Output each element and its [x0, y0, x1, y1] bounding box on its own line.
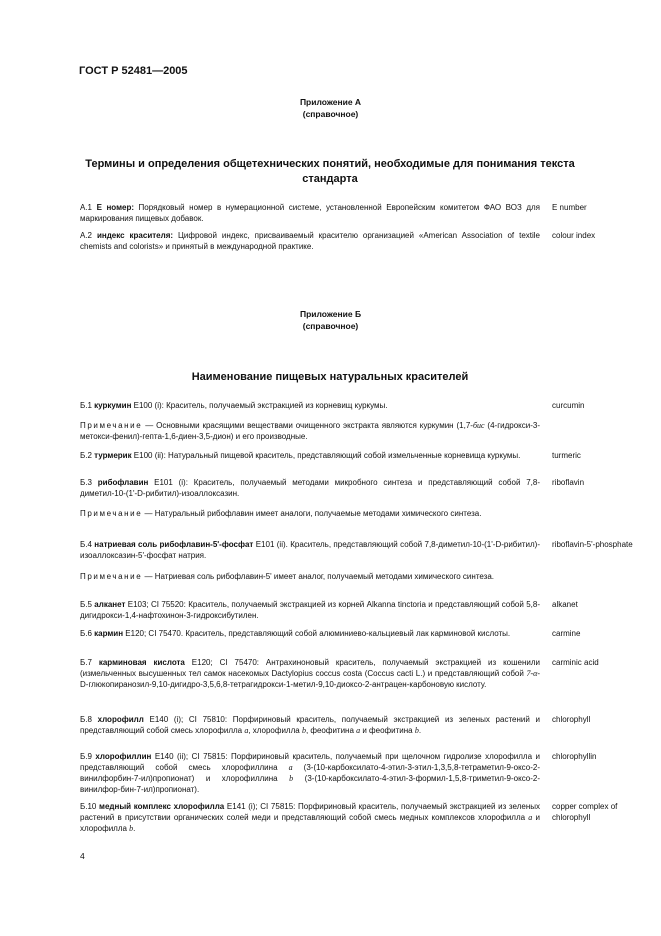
entry-b5: [80, 599, 540, 621]
entry-number: А.2: [80, 231, 93, 240]
entry-b1-english: curcumin: [552, 401, 585, 410]
entry-number: Б.7: [80, 658, 92, 667]
page-number: 4: [80, 851, 85, 861]
entry-term: медный комплекс хлорофилла: [99, 802, 225, 811]
entry-italic: b: [301, 726, 306, 735]
entry-b8: [80, 714, 540, 736]
entry-definition: Е141 (i); CI 75815: Порфириновый краситель, получаемый экстракцией из зеленых растений в присутствии органических солей меди и представляющий собой смесь медных комплексов хлорофилла: [80, 802, 540, 822]
entry-number: Б.4: [80, 540, 92, 549]
appendix-b-label: Приложение Б: [299, 309, 362, 319]
entry-definition-cont: -D-глюкопиранозил-9,10-дигидро-3,5,6,8-тетрагидрокси-1-метил-9,10-диоксо-2-антрацен-карбоновую кислоту.: [80, 669, 540, 689]
entry-b9-english: chlorophyllin: [552, 752, 597, 761]
entry-b10: [80, 801, 540, 834]
entry-term: индекс красителя:: [96, 231, 174, 240]
entry-term: карминовая кислота: [98, 658, 185, 667]
entry-b7-english: carminic acid: [552, 658, 599, 667]
note-text: — Натриевая соль рибофлавин-5' имеет аналог, получаемый методами химического синтеза.: [142, 572, 494, 581]
note-text: — Основными красящими веществами очищенного экстракта являются куркумин (1,7-: [142, 421, 473, 430]
entry-b1: [80, 400, 540, 411]
document-header: ГОСТ Р 52481—2005: [79, 65, 188, 77]
entry-number: Б.5: [80, 600, 92, 609]
entry-number: Б.8: [80, 715, 92, 724]
appendix-a-label: Приложение А: [299, 97, 362, 107]
entry-definition: Порядковый номер в нумерационной системе, установленной Европейским комитетом ФАО ВОЗ для маркирования пищевых добавок.: [80, 203, 541, 223]
note-label: Примечание: [80, 421, 143, 430]
note-b4: [80, 571, 540, 582]
entry-definition: Е100 (ii): Натуральный пищевой краситель, представляющий собой измельченные корневища куркумы.: [131, 451, 521, 460]
entry-definition: Е140 (i); CI 75810: Порфириновый краситель, получаемый экстракцией из зеленых растений и представляющий собой смесь хлорофилла: [80, 715, 540, 735]
entry-italic: а: [356, 726, 361, 735]
entry-b2: [80, 450, 540, 461]
note-b1: [80, 420, 540, 442]
entry-b6: [80, 628, 540, 639]
entry-italic: а: [528, 813, 533, 822]
entry-b10-english: copper complex of chlorophyll: [552, 802, 618, 822]
entry-b6-english: carmine: [552, 629, 581, 638]
entry-term: куркумин: [94, 401, 132, 410]
entry-term: Е номер:: [96, 203, 134, 212]
appendix-b-type: (справочное): [302, 321, 359, 331]
entry-italic: а: [288, 763, 293, 772]
entry-italic: b: [129, 824, 134, 833]
entry-definition-cont: , хлорофилла: [248, 726, 302, 735]
entry-italic: b: [414, 726, 419, 735]
entry-b5-english: alkanet: [552, 600, 578, 609]
entry-definition-cont: .: [418, 726, 422, 735]
entry-definition: Е101 (ii). Краситель, представляющий собой 7,8-диметил-10-(1'-D-рибитил)-изоаллоксазин-5'-фосфат натрия.: [80, 540, 540, 560]
entry-term: кармин: [94, 629, 124, 638]
entry-term: алканет: [94, 600, 126, 609]
appendix-a-type: (справочное): [302, 109, 359, 119]
entry-definition-cont: и хлорофилла: [80, 813, 540, 833]
entry-a2-english: colour index: [552, 231, 596, 240]
note-text-cont: (4-гидрокси-3-метокси-фенил)-гепта-1,6-диен-3,5-дион) и его производные.: [80, 421, 540, 441]
entry-definition-cont: (3-(10-карбоксилато-4-этил-3-этил-1,3,5,8-тетраметил-9-оксо-2-винилфорбин-7-ил)пропионат) и хлорофиллина: [80, 763, 540, 783]
entry-number: Б.2: [80, 451, 92, 460]
entry-b3: [80, 477, 540, 499]
entry-b2-english: turmeric: [552, 451, 581, 460]
entry-definition-cont: (3-(10-карбоксилато-4-этил-3-формил-1,5,8-триметил-9-оксо-2-винилфор-бин-7-ил)пропионат).: [80, 774, 541, 794]
entry-term: турмерик: [94, 451, 132, 460]
entry-b8-english: chlorophyll: [552, 715, 591, 724]
note-label: Примечание: [80, 509, 143, 518]
appendix-b-title: Наименование пищевых натуральных красителей: [191, 371, 469, 383]
entry-b4: [80, 539, 540, 561]
entry-term: рибофлавин: [97, 478, 149, 487]
entry-definition-cont: и феофитина: [360, 726, 415, 735]
entry-definition: Е120; CI 75470. Краситель, представляющий собой алюминиево-кальциевый лак карминовой кислоты.: [123, 629, 511, 638]
entry-italic: 7-α: [526, 669, 538, 678]
entry-italic: а: [244, 726, 249, 735]
entry-number: Б.10: [80, 802, 97, 811]
note-b3: [80, 508, 540, 519]
entry-term: хлорофиллин: [95, 752, 152, 761]
entry-italic: b: [289, 774, 294, 783]
entry-number: Б.9: [80, 752, 92, 761]
entry-b3-english: riboflavin: [552, 478, 585, 487]
entry-number: Б.3: [80, 478, 92, 487]
entry-number: А.1: [80, 203, 93, 212]
entry-number: Б.6: [80, 629, 92, 638]
entry-term: натриевая соль рибофлавин-5'-фосфат: [94, 540, 254, 549]
entry-definition: Е120; CI 75470: Антрахиноновый краситель, получаемый экстракцией из кошенили (измельченных высушенных тел самок насекомых Dactylopius coccus costa (Coccus cacti L.) и представляющий собой: [80, 658, 540, 678]
note-text: — Натуральный рибофлавин имеет аналоги, получаемые методами химического синтеза.: [142, 509, 482, 518]
entry-term: хлорофилл: [97, 715, 144, 724]
entry-b9: [80, 751, 540, 795]
entry-a2: [80, 230, 540, 252]
note-italic: бис: [472, 421, 485, 430]
appendix-a-title: Термины и определения общетехнических понятий, необходимые для понимания текста стандарта: [85, 158, 575, 185]
entry-definition: Е101 (i): Краситель, получаемый методами микробного синтеза и представляющий собой 7,8-диметил-10-(1'-D-рибитил)-изоаллоксазин.: [80, 478, 540, 498]
entry-a1-english: E number: [552, 203, 587, 212]
entry-b4-english: riboflavin-5'-phosphate: [552, 540, 633, 549]
note-label: Примечание: [80, 572, 143, 581]
entry-definition: Е103; CI 75520: Краситель, получаемый экстракцией из корней Alkanna tinctoria и представляющий собой 5,8-дигидрокси-1,4-нафтохинон-3-гидроксибутилен.: [80, 600, 540, 620]
entry-number: Б.1: [80, 401, 92, 410]
entry-b7: [80, 657, 540, 690]
entry-definition-cont: .: [133, 824, 136, 833]
entry-definition: Е140 (ii); CI 75815: Порфириновый краситель, получаемый при щелочном гидролизе хлорофилла и представляющий собой смесь хлорофиллина: [80, 752, 540, 772]
entry-a1: [80, 202, 540, 224]
entry-definition: Е100 (i): Краситель, получаемый экстракцией из корневищ куркумы.: [131, 401, 388, 410]
entry-definition-cont: , феофитина: [305, 726, 357, 735]
entry-definition: Цифровой индекс, присваиваемый красителю организацией «American Association of textile chemists and colorists» и принятый в международной практике.: [80, 231, 540, 251]
